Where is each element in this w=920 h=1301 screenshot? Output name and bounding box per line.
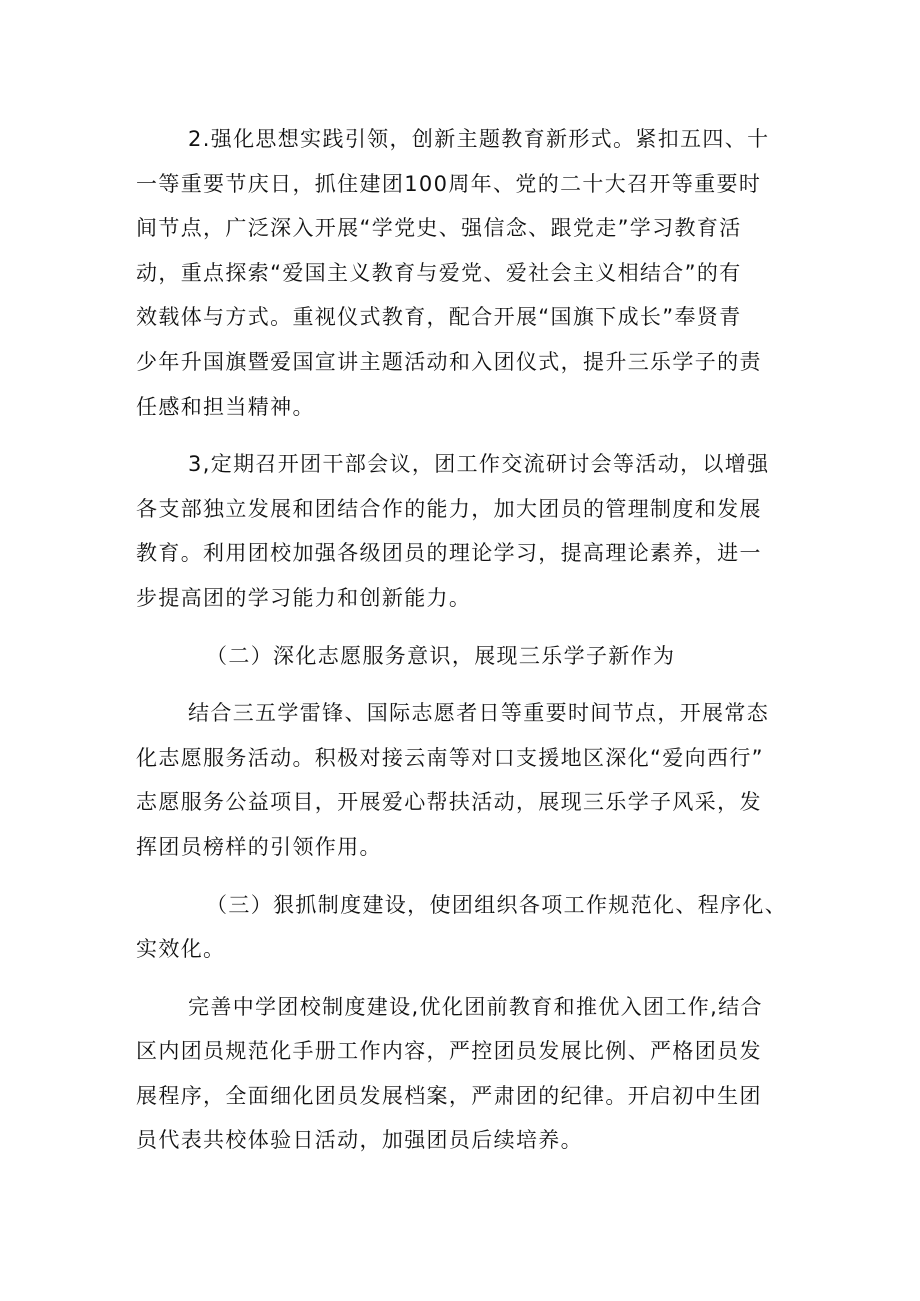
paragraph-cadre-meetings <box>136 442 788 620</box>
section-heading-volunteer <box>136 634 788 679</box>
text-line: 少年升国旗暨爱国宣讲主题活动和入团仪式，提升三乐学子的责 <box>136 349 762 374</box>
heading-line: （三）狠抓制度建设，使团组织各项工作规范化、程序化、 <box>206 892 788 917</box>
text-line: 教育。利用团校加强各级团员的理论学习，提高理论素养，进一 <box>136 541 762 566</box>
text-line: 挥团员榜样的引领作用。 <box>136 834 382 859</box>
text-line: 化志愿服务活动。积极对接云南等对口支援地区深化“爱向西行” <box>136 745 764 770</box>
heading-line: 实效化。 <box>136 937 226 962</box>
text-line: 3,定期召开团干部会议，团工作交流研讨会等活动，以增强 <box>188 452 770 477</box>
text-line: 2.强化思想实践引领，创新主题教育新形式。紧扣五四、十 <box>188 127 770 151</box>
paragraph-practice-guidance <box>136 117 788 429</box>
text-line: 区内团员规范化手册工作内容，严控团员发展比例、严格团员发 <box>136 1039 762 1064</box>
text-line: 效载体与方式。重视仪式教育，配合开展“国旗下成长”奉贤青 <box>136 305 742 330</box>
text-line: 志愿服务公益项目，开展爱心帮扶活动，展现三乐学子风采，发 <box>136 790 762 815</box>
text-line: 完善中学团校制度建设,优化团前教育和推优入团工作,结合 <box>188 994 763 1019</box>
section-heading-system-building <box>136 883 788 972</box>
text-line: 员代表共校体验日活动，加强团员后续培养。 <box>136 1128 583 1153</box>
paragraph-school-system <box>136 985 788 1163</box>
text-line: 展程序，全面细化团员发展档案，严肃团的纪律。开启初中生团 <box>136 1083 762 1108</box>
text-line: 结合三五学雷锋、国际志愿者日等重要时间节点，开展常态 <box>188 701 770 726</box>
text-line: 各支部独立发展和团结合作的能力，加大团员的管理制度和发展 <box>136 496 762 521</box>
text-line: 动，重点探索“爱国主义教育与爱党、爱社会主义相结合”的有 <box>136 260 742 285</box>
text-line: 间节点，广泛深入开展“学党史、强信念、跟党走”学习教育活 <box>136 216 742 241</box>
text-line: 步提高团的学习能力和创新能力。 <box>136 585 472 610</box>
document-body <box>136 117 788 1176</box>
heading-line: （二）深化志愿服务意识，展现三乐学子新作为 <box>206 643 676 668</box>
text-line: 一等重要节庆日，抓住建团100周年、党的二十大召开等重要时 <box>136 171 762 196</box>
text-line: 任感和担当精神。 <box>136 394 315 419</box>
paragraph-volunteer-service <box>136 691 788 869</box>
